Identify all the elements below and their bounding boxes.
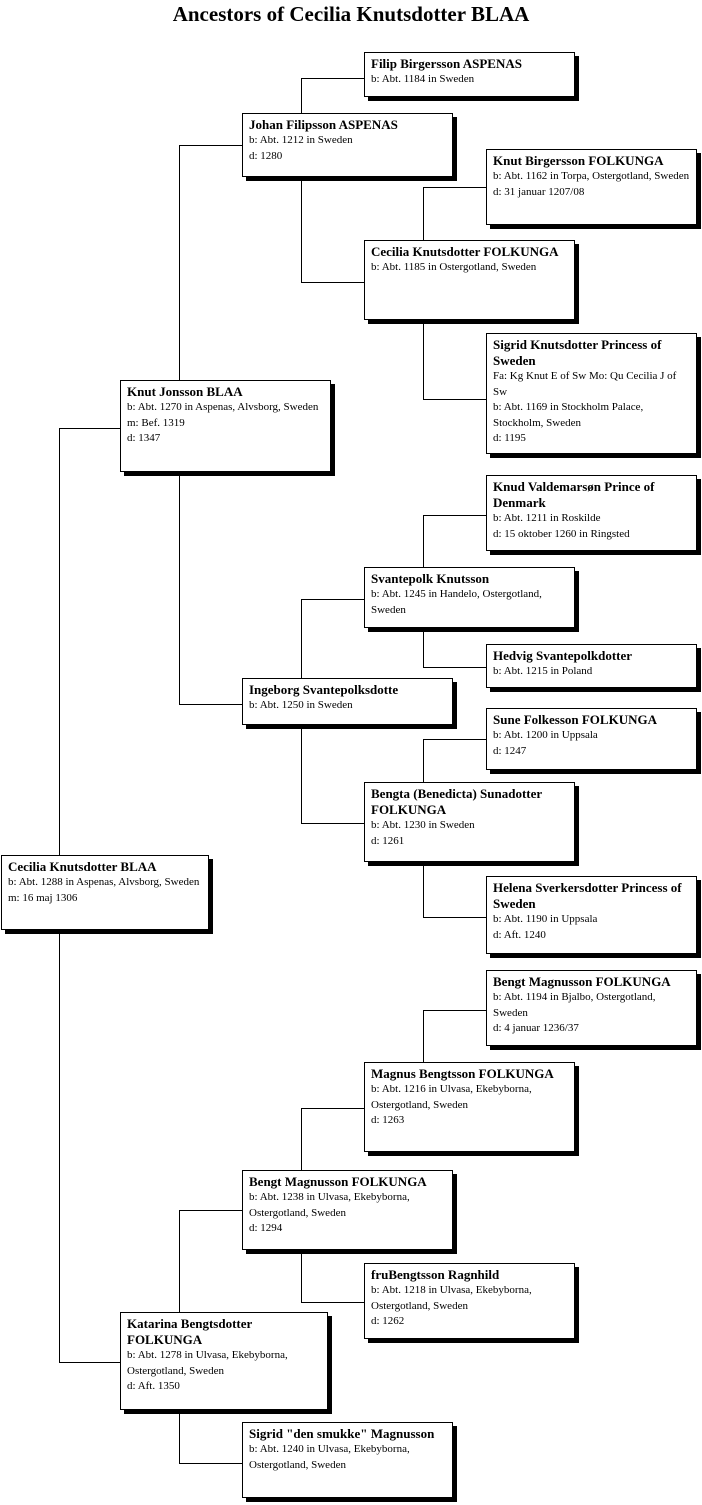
person-detail: b: Abt. 1218 in Ulvasa, Ekebyborna, Ostergotland, Sweden <box>371 1284 532 1312</box>
person-detail: b: Abt. 1216 in Ulvasa, Ekebyborna, Ostergotland, Sweden <box>371 1083 532 1111</box>
person-detail: b: Abt. 1288 in Aspenas, Alvsborg, Sweden <box>8 876 200 888</box>
person-box-hedvig-svantepolkdotter[interactable] <box>486 644 697 688</box>
person-detail: d: 4 januar 1236/37 <box>493 1022 579 1034</box>
person-detail: b: Abt. 1194 in Bjalbo, Ostergotland, Sweden <box>493 991 656 1019</box>
person-detail: d: 1347 <box>127 432 161 444</box>
connector-line <box>180 1211 243 1313</box>
person-detail: Fa: Kg Knut E of Sw Mo: Qu Cecilia J of Sw <box>493 370 677 398</box>
person-name: Svantepolk Knutsson <box>371 571 490 586</box>
person-name: Cecilia Knutsdotter BLAA <box>8 859 157 874</box>
person-detail: m: Bef. 1319 <box>127 416 185 429</box>
person-box-helena-sverkersdotter[interactable] <box>486 876 697 954</box>
person-name: Sigrid Knutsdotter Princess of Sweden <box>493 337 662 368</box>
person-detail: d: Aft. 1350 <box>127 1380 180 1392</box>
connector-line <box>424 740 488 783</box>
connector-line <box>302 1250 366 1303</box>
connector-line <box>424 628 488 668</box>
person-detail: b: Abt. 1190 in Uppsala <box>493 913 598 925</box>
person-name: Katarina Bengtsdotter FOLKUNGA <box>127 1316 253 1347</box>
person-name: Sune Folkesson FOLKUNGA <box>493 712 657 727</box>
connector-line <box>302 725 366 824</box>
person-detail: b: Abt. 1240 in Ulvasa, Ekebyborna, Ostergotland, Sweden <box>249 1443 410 1471</box>
person-box-sune-folkesson-folkunga[interactable] <box>486 708 697 770</box>
connector-line <box>424 516 488 568</box>
person-box-magnus-bengtsson-folkunga[interactable] <box>364 1062 575 1152</box>
connector-line <box>424 862 488 918</box>
person-detail: d: 1262 <box>371 1315 405 1327</box>
person-detail: b: Abt. 1200 in Uppsala <box>493 729 598 741</box>
person-box-bengt-magnusson-folkunga-1238[interactable] <box>242 1170 453 1250</box>
connector-line <box>60 930 122 1363</box>
person-box-cecilia-knutsdotter-folkunga[interactable] <box>364 240 575 320</box>
person-detail: b: Abt. 1245 in Handelo, Ostergotland, Sweden <box>371 588 542 616</box>
person-detail: b: Abt. 1215 in Poland <box>493 665 593 677</box>
person-detail: d: 15 oktober 1260 in Ringsted <box>493 527 630 540</box>
person-detail: d: 1195 <box>493 432 526 444</box>
connector-line <box>180 146 243 381</box>
connector-line <box>60 429 122 856</box>
person-detail: b: Abt. 1230 in Sweden <box>371 819 475 831</box>
person-detail: b: Abt. 1212 in Sweden <box>249 134 353 146</box>
person-detail: b: Abt. 1250 in Sweden <box>249 699 353 711</box>
person-name: fruBengtsson Ragnhild <box>371 1267 500 1282</box>
person-name: Bengt Magnusson FOLKUNGA <box>249 1174 427 1189</box>
person-name: Knud Valdemarsøn Prince of Denmark <box>493 479 655 510</box>
person-detail: b: Abt. 1169 in Stockholm Palace, Stockholm, Sweden <box>493 401 644 429</box>
person-box-filip-birgersson-aspenas[interactable] <box>364 52 575 97</box>
person-name: Bengt Magnusson FOLKUNGA <box>493 974 671 989</box>
person-detail: b: Abt. 1185 in Ostergotland, Sweden <box>371 261 537 273</box>
connector-line <box>424 1011 488 1063</box>
person-detail: d: 1294 <box>249 1222 283 1234</box>
person-name: Ingeborg Svantepolksdotte <box>249 682 399 697</box>
person-name: Cecilia Knutsdotter FOLKUNGA <box>371 244 559 259</box>
person-name: Helena Sverkersdotter Princess of Sweden <box>493 880 682 911</box>
connector-line <box>302 177 366 283</box>
connector-line <box>180 472 243 705</box>
person-detail: d: 1247 <box>493 744 527 757</box>
person-box-bengta-sunadotter-folkunga[interactable] <box>364 782 575 862</box>
person-detail: d: Aft. 1240 <box>493 928 546 941</box>
person-detail: m: 16 maj 1306 <box>8 891 78 904</box>
person-name: Bengta (Benedicta) Sunadotter FOLKUNGA <box>371 786 542 817</box>
person-box-ingeborg-svantepolksdotte[interactable] <box>242 678 453 725</box>
person-box-sigrid-knutsdotter[interactable] <box>486 333 697 454</box>
person-name: Knut Birgersson FOLKUNGA <box>493 153 664 168</box>
person-name: Knut Jonsson BLAA <box>127 384 243 399</box>
person-box-katarina-bengtsdotter-folkunga[interactable] <box>120 1312 328 1410</box>
person-box-svantepolk-knutsson[interactable] <box>364 567 575 628</box>
connector-line <box>180 1410 243 1464</box>
person-name: Hedvig Svantepolkdotter <box>493 648 633 663</box>
person-box-bengt-magnusson-folkunga-1194[interactable] <box>486 970 697 1046</box>
person-detail: b: Abt. 1211 in Roskilde <box>493 512 601 524</box>
person-detail: b: Abt. 1278 in Ulvasa, Ekebyborna, Ostergotland, Sweden <box>127 1349 288 1377</box>
person-box-knut-jonsson-blaa[interactable] <box>120 380 331 472</box>
person-detail: b: Abt. 1270 in Aspenas, Alvsborg, Sweden <box>127 401 319 413</box>
connector-line <box>302 600 366 679</box>
person-box-frubengtsson-ragnhild[interactable] <box>364 1263 575 1339</box>
person-name: Sigrid "den smukke" Magnusson <box>249 1426 435 1441</box>
person-name: Filip Birgersson ASPENAS <box>371 56 522 71</box>
person-box-cecilia-knutsdotter-blaa[interactable] <box>1 855 209 930</box>
person-box-johan-filipsson-aspenas[interactable] <box>242 113 453 177</box>
person-name: Magnus Bengtsson FOLKUNGA <box>371 1066 554 1081</box>
connector-line <box>424 188 488 241</box>
person-box-knud-valdemarson[interactable] <box>486 475 697 551</box>
connector-line <box>302 79 366 114</box>
connector-line <box>424 320 488 400</box>
person-detail: d: 1263 <box>371 1114 405 1126</box>
person-detail: b: Abt. 1162 in Torpa, Ostergotland, Sweden <box>493 170 690 182</box>
page-title: Ancestors of Cecilia Knutsdotter BLAA <box>172 2 530 26</box>
person-detail: b: Abt. 1238 in Ulvasa, Ekebyborna, Ostergotland, Sweden <box>249 1191 410 1219</box>
person-name: Johan Filipsson ASPENAS <box>249 117 398 132</box>
person-box-sigrid-den-smukke-magnusson[interactable] <box>242 1422 453 1498</box>
person-detail: d: 1261 <box>371 834 405 847</box>
person-detail: d: 1280 <box>249 149 283 162</box>
connector-line <box>302 1109 366 1171</box>
person-detail: b: Abt. 1184 in Sweden <box>371 73 475 85</box>
person-box-knut-birgersson-folkunga[interactable] <box>486 149 697 225</box>
person-detail: d: 31 januar 1207/08 <box>493 185 585 198</box>
